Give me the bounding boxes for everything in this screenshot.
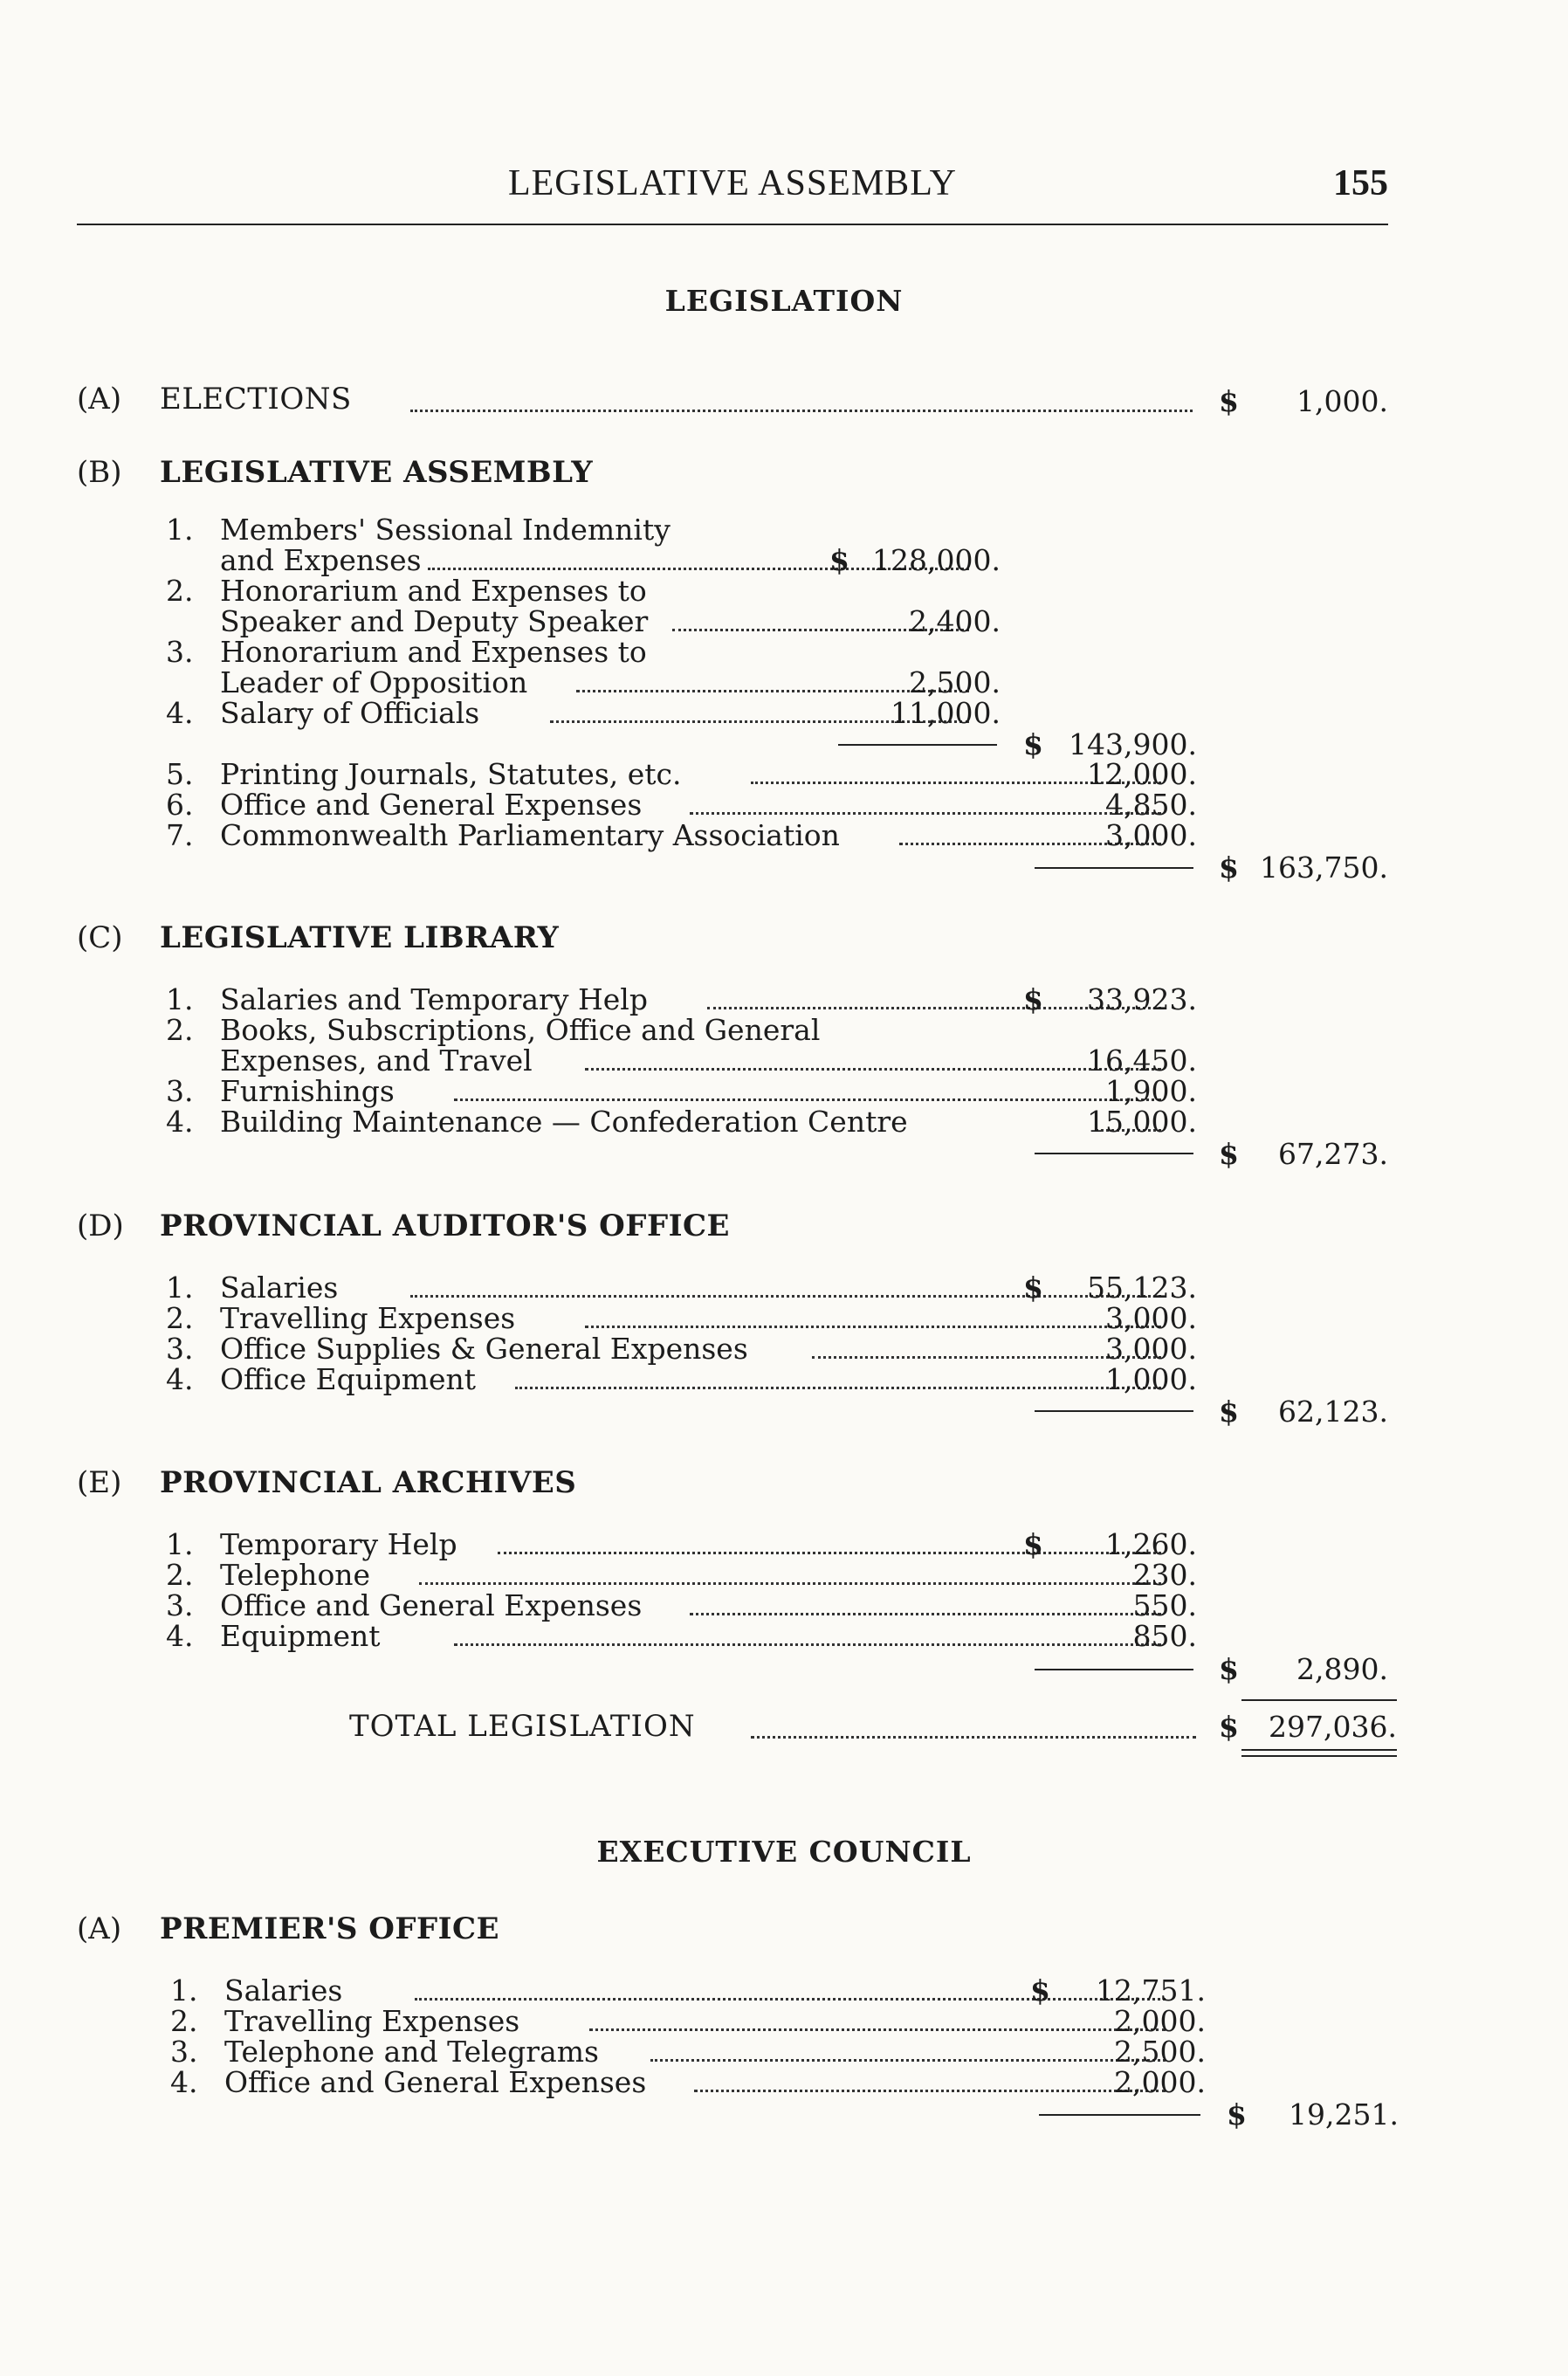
item-label: Temporary Help [220,1527,457,1561]
item-label: Travelling Expenses [224,2004,520,2038]
section-total: 67,273. [1278,1137,1388,1171]
item-amount: 128,000. [872,543,1001,577]
item-label: Honorarium and Expenses to [220,574,647,608]
item-amount: 12,751. [1096,1973,1206,2008]
section-title: PROVINCIAL AUDITOR'S OFFICE [160,1209,730,1243]
dot-leader [415,1998,1166,2001]
item-label: Office Supplies & General Expenses [220,1332,748,1366]
section-total: 163,750. [1260,851,1388,885]
item-label: Office Equipment [220,1362,477,1396]
dollar-sign: $ [1023,727,1043,761]
section-total: 62,123. [1278,1395,1388,1429]
section-title: PROVINCIAL ARCHIVES [160,1465,577,1500]
section-letter: (E) [77,1465,122,1500]
item-number: 1. [166,982,194,1016]
item-amount: 4,850. [1105,788,1197,822]
dot-leader [751,1736,1196,1739]
dot-leader [585,1326,1161,1328]
dollar-sign: $ [1219,384,1239,418]
grand-total-leader [751,1711,1205,1746]
item-number: 4. [166,1619,194,1653]
item-label: Telephone and Telegrams [224,2035,599,2069]
item-amount: 16,450. [1087,1043,1197,1078]
item-number: 1. [166,513,194,547]
item-amount: 33,923. [1087,982,1197,1016]
dot-leader [585,1068,1161,1071]
dollar-sign: $ [1219,851,1239,885]
section-e-provincial-archives [77,1465,576,1500]
dollar-sign: $ [1023,1271,1043,1305]
total-rule [1035,1153,1193,1154]
subtotal-amount: 143,900. [1069,727,1197,761]
dot-leader [454,1098,1161,1101]
page-number: 155 [1333,163,1388,203]
section-letter: (A) [77,1911,122,1946]
item-number: 5. [166,757,194,791]
dot-leader [690,812,1161,815]
dollar-sign: $ [829,543,849,577]
item-amount: 12,000. [1087,757,1197,791]
item-amount: 15,000. [1087,1105,1197,1139]
item-label: Equipment [220,1619,381,1653]
item-amount: 3,000. [1105,1332,1197,1366]
dot-leader [650,2059,1166,2062]
item-label: Building Maintenance — Confederation Centre [220,1105,908,1139]
item-label: Leader of Opposition [220,665,528,699]
total-rule [1035,1669,1193,1670]
item-label: Office and General Expenses [224,2065,647,2099]
section-c-legislative-library [77,920,559,955]
item-amount: 2,400. [909,604,1001,638]
subtotal-rule [838,744,997,746]
section-heading-legislation: LEGISLATION [664,284,904,318]
grand-total-double-rule [1241,1749,1397,1757]
grand-total-label: TOTAL LEGISLATION [349,1709,696,1744]
item-number: 3. [166,1332,194,1366]
section-d-auditors-office [77,1209,730,1243]
item-number: 4. [170,2065,198,2099]
item-amount: 1,260. [1105,1527,1197,1561]
item-amount: 3,000. [1105,818,1197,852]
item-amount: 1,000. [1105,1362,1197,1396]
section-letter: (B) [77,455,122,490]
section-title: PREMIER'S OFFICE [160,1911,500,1946]
item-amount: 2,000. [1114,2065,1206,2099]
dot-leader [498,1552,1161,1554]
section-total: 2,890. [1296,1652,1388,1686]
section-total: 1,000. [1296,384,1388,418]
item-label: Furnishings [220,1074,395,1108]
item-label: Salaries [224,1973,343,2008]
page-title: LEGISLATIVE ASSEMBLY [508,163,957,203]
item-label: Office and General Expenses [220,788,643,822]
total-rule [1035,867,1193,869]
item-label: Salary of Officials [220,696,480,730]
item-label: Expenses, and Travel [220,1043,533,1078]
section-title: LEGISLATIVE LIBRARY [160,920,560,955]
section-a-elections [77,382,352,417]
dot-leader [690,1613,1161,1615]
item-number: 2. [166,1558,194,1592]
item-label: Printing Journals, Statutes, etc. [220,757,682,791]
item-number: 1. [170,1973,198,2008]
section-letter: (D) [77,1209,124,1243]
item-label: Telephone [220,1558,371,1592]
item-number: 2. [166,574,194,608]
item-number: 3. [166,635,194,669]
dot-leader [419,1582,1161,1585]
dot-leader [515,1387,1161,1389]
section-heading-executive-council: EXECUTIVE COUNCIL [596,1835,972,1869]
item-number: 3. [170,2035,198,2069]
item-label: Salaries and Temporary Help [220,982,648,1016]
item-number: 6. [166,788,194,822]
item-number: 3. [166,1074,194,1108]
item-amount: 2,500. [1114,2035,1206,2069]
item-amount: 230. [1132,1558,1197,1592]
item-number: 4. [166,696,194,730]
grand-total-amount: 297,036. [1269,1710,1397,1744]
item-label: Honorarium and Expenses to [220,635,647,669]
section-b-legislative-assembly [77,455,593,490]
item-number: 1. [166,1527,194,1561]
section-letter: (C) [77,920,123,955]
grand-total-top-rule [1241,1699,1397,1701]
section-total: 19,251. [1289,2097,1399,2132]
section-letter: (A) [77,382,122,417]
item-amount: 850. [1132,1619,1197,1653]
item-number: 2. [166,1301,194,1335]
item-label: Office and General Expenses [220,1588,643,1622]
item-number: 2. [170,2004,198,2038]
dot-leader [454,1643,1161,1646]
item-number: 2. [166,1013,194,1047]
dollar-sign: $ [1219,1137,1239,1171]
item-amount: 3,000. [1105,1301,1197,1335]
item-number: 3. [166,1588,194,1622]
dot-leader [694,2090,1166,2092]
dollar-sign: $ [1219,1652,1239,1686]
dot-leader [589,2028,1166,2031]
item-label: Commonwealth Parliamentary Association [220,818,840,852]
item-label: and Expenses [220,543,422,577]
item-label: Members' Sessional Indemnity [220,513,671,547]
item-number: 7. [166,818,194,852]
dollar-sign: $ [1227,2097,1247,2132]
item-label: Salaries [220,1271,339,1305]
item-label: Travelling Expenses [220,1301,516,1335]
item-label: Speaker and Deputy Speaker [220,604,649,638]
item-amount: 2,000. [1114,2004,1206,2038]
total-rule [1035,1410,1193,1412]
page-header [77,162,1388,225]
section-a-premiers-office [77,1911,499,1946]
item-number: 4. [166,1362,194,1396]
section-title: ELECTIONS [160,382,352,417]
dollar-sign: $ [1219,1395,1239,1429]
item-amount: 550. [1132,1588,1197,1622]
dollar-sign: $ [1030,1973,1050,2008]
dollar-sign: $ [1219,1710,1239,1744]
item-amount: 2,500. [909,665,1001,699]
item-amount: 1,900. [1105,1074,1197,1108]
item-amount: 55,123. [1087,1271,1197,1305]
item-number: 1. [166,1271,194,1305]
elections-leader [410,385,1283,420]
dollar-sign: $ [1023,1527,1043,1561]
total-rule [1039,2114,1200,2116]
item-number: 4. [166,1105,194,1139]
item-amount: 11,000. [891,696,1001,730]
dot-leader [410,410,1193,412]
dot-leader [410,1295,1161,1298]
section-title: LEGISLATIVE ASSEMBLY [160,455,594,490]
item-label: Books, Subscriptions, Office and General [220,1013,821,1047]
dollar-sign: $ [1023,982,1043,1016]
